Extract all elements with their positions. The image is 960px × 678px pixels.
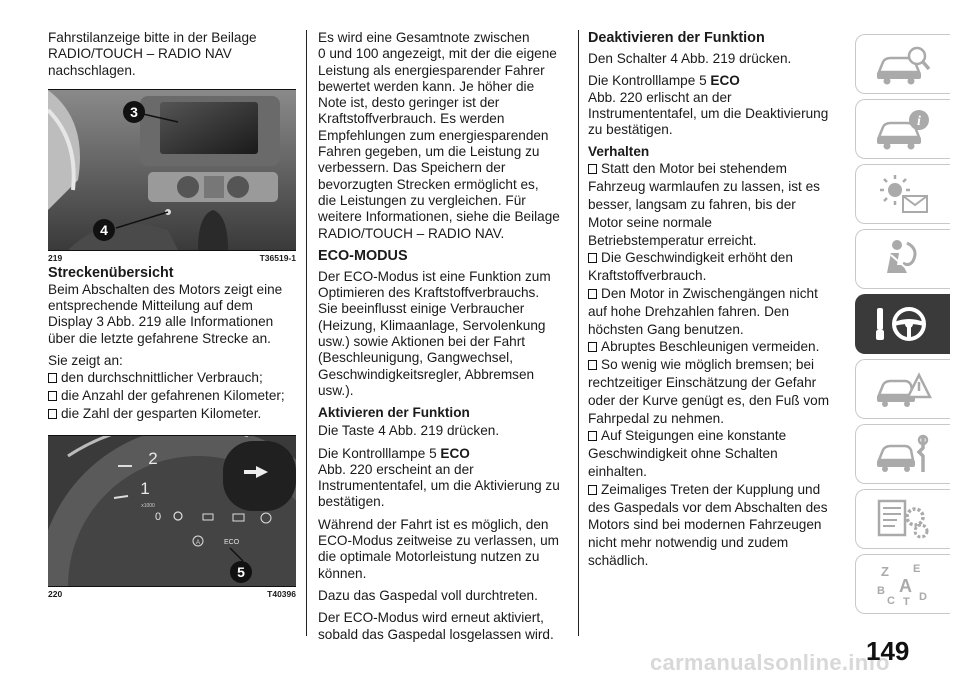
chapter-tab-emergency[interactable] — [855, 359, 950, 419]
svg-text:C: C — [887, 595, 895, 606]
svg-text:E: E — [913, 563, 921, 575]
watermark: carmanualsonline.info — [650, 650, 890, 675]
paragraph: Der ECO-Modus ist eine Funktion zum Optimieren des Kraftstoffverbrauchs. Sie beeinflusst einige Verbraucher (Heizung, Klimaanlage, Servolenkung usw.) sowie Aktionen bei der Fahrt (Beschleunigung, Gangwechsel, Geschwindigkeitsregler, Abbremsen usw.). — [318, 268, 551, 398]
callout-4-label: 4 — [100, 221, 108, 238]
chapter-tab-index[interactable] — [855, 554, 950, 614]
list-item: den durchschnittlicher Verbrauch; — [48, 369, 296, 387]
paragraph: Sie zeigt an: — [48, 353, 123, 369]
figure-number: 219 — [48, 252, 63, 263]
gauge-number-0: 0 — [154, 510, 162, 523]
paragraph: Die Kontrolllampe 5 ECO Abb. 220 erscheint an der Instrumententafel, um die Aktivierung zu bestätigen. — [318, 445, 560, 510]
paragraph: Die Kontrolllampe 5 ECO Abb. 220 erlischt an der Instrumententafel, um die Deaktivierung zu bestätigen. — [588, 73, 829, 138]
chapter-tab-dashboard[interactable] — [855, 99, 950, 159]
checkbox-bullet-icon — [588, 289, 597, 299]
svg-text:i: i — [917, 114, 921, 129]
gauge-number-2: 2 — [148, 448, 158, 468]
figure-220-caption — [48, 589, 296, 599]
eco-indicator-label: ECO — [224, 538, 240, 546]
gauge-number-1: 1 — [140, 478, 150, 498]
checkbox-bullet-icon — [48, 409, 57, 419]
gauge-scale-label: x1000 — [141, 502, 155, 509]
callout-3-label: 3 — [130, 103, 138, 120]
svg-text:A: A — [899, 576, 912, 596]
eco-lamp-label: ECO — [440, 445, 470, 461]
chapter-tab-maintenance[interactable] — [855, 424, 950, 484]
chapter-tab-starting-driving[interactable] — [855, 294, 950, 354]
checkbox-bullet-icon — [588, 485, 597, 495]
svg-text:Z: Z — [881, 564, 889, 579]
checkbox-bullet-icon — [48, 391, 57, 401]
list-item: die Zahl der gesparten Kilometer. — [48, 405, 296, 423]
svg-text:T: T — [903, 596, 910, 606]
chapter-tab-knowing-vehicle[interactable] — [855, 34, 950, 94]
checkbox-bullet-icon — [588, 342, 597, 352]
list-item: Auf Steigungen eine konstante Geschwindigkeit ohne Schalten einhalten. — [588, 428, 787, 480]
chapter-tab-safety[interactable] — [855, 229, 950, 289]
figure-bottom-rule — [48, 250, 296, 251]
column-middle — [318, 30, 566, 649]
svg-text:D: D — [919, 591, 927, 603]
chapter-tabs — [855, 34, 960, 619]
alphabet-index-icon — [873, 562, 933, 606]
figure-number: 220 — [48, 588, 63, 599]
car-service-icon — [873, 432, 933, 476]
section-heading-deaktivieren: Deaktivieren der Funktion — [588, 30, 765, 46]
figure-219-caption — [48, 253, 296, 263]
column-left — [48, 30, 296, 599]
list-item: So wenig wie möglich bremsen; bei rechtzeitiger Einschätzung der Gefahr oder der Kurve genügt es, den Fuß vom Fahrpedal zu nehmen. — [588, 357, 830, 426]
list-item: Abruptes Beschleunigen vermeiden. — [588, 338, 840, 356]
column-divider — [306, 30, 307, 636]
paragraph: Der ECO-Modus wird erneut aktiviert, sobald das Gaspedal losgelassen wird. — [318, 610, 554, 642]
eco-lamp-label: ECO — [710, 73, 740, 89]
page-number: 149 — [866, 636, 910, 666]
chapter-tab-technical-data[interactable] — [855, 489, 950, 549]
list-item: die Anzahl der gefahrenen Kilometer; — [48, 387, 296, 405]
key-steering-wheel-icon — [873, 302, 933, 346]
intro-text: Fahrstilanzeige bitte in der Beilage RADIO/TOUCH – RADIO NAV nachschlagen. — [48, 30, 257, 78]
paragraph: Während der Fahrt ist es möglich, den ECO-Modus zeitweise zu verlassen, um die optimale Motorleistung nutzen zu können. — [318, 516, 559, 581]
paragraph: Dazu das Gaspedal voll durchtreten. — [318, 587, 538, 603]
checkbox-bullet-icon — [588, 253, 597, 263]
paragraph: Die Taste 4 Abb. 219 drücken. — [318, 423, 500, 439]
figure-bottom-rule — [48, 586, 296, 587]
checkbox-bullet-icon — [588, 360, 597, 370]
list-item: Zeimaliges Treten der Kupplung und des Gaspedals vor dem Abschalten des Motors sind bei modernen Fahrzeugen nicht mehr notwendig und zudem schädlich. — [588, 481, 828, 569]
subheading-verhalten: Verhalten — [588, 144, 650, 160]
chapter-tab-warning-lights[interactable] — [855, 164, 950, 224]
paragraph: Den Schalter 4 Abb. 219 drücken. — [588, 51, 792, 66]
road-warning-icon — [873, 367, 933, 411]
paragraph: Es wird eine Gesamtnote zwischen 0 und 100 angezeigt, mit der die eigene Leistung als energiesparender Fahrer bewertet werden kann. Je höher die Note ist, desto geringer ist der Kraftstoffverbrauch. Es werden Empfehlungen zum energiesparenden Fahren gegeben, um die Leistung zu verbessern. Das Speichern der bevorzugten Strecken ermöglicht es, die Leistungen zu vergleichen. Für weitere Informationen, siehe die Beilage RADIO/TOUCH – RADIO NAV. — [318, 30, 560, 241]
specs-gears-icon — [873, 497, 933, 541]
list-item: Den Motor in Zwischengängen nicht auf hohe Drehzahlen fahren. Den höchsten Gang benutzen. — [588, 286, 818, 337]
figure-220-instrument-cluster — [48, 436, 296, 586]
column-divider — [578, 30, 579, 636]
figure-219-dashboard — [48, 90, 296, 250]
car-info-icon — [873, 107, 933, 151]
svg-text:B: B — [877, 585, 885, 597]
checkbox-bullet-icon — [588, 164, 597, 174]
checkbox-bullet-icon — [588, 431, 597, 441]
column-right — [588, 30, 840, 570]
svg-text:A: A — [195, 539, 201, 546]
section-heading-streckenuebersicht: Streckenübersicht — [48, 264, 174, 281]
callout-5-label: 5 — [237, 563, 245, 580]
figure-code: T40396 — [267, 588, 296, 599]
warning-lights-icon — [873, 172, 933, 216]
list-item: Statt den Motor bei stehendem Fahrzeug warmlaufen zu lassen, ist es besser, langsam zu fahren, bis der Motor seine normale Betriebstemperatur erreicht. — [588, 161, 820, 248]
section-heading-eco-modus: ECO-MODUS — [318, 247, 408, 264]
figure-code: T36519-1 — [259, 252, 296, 263]
checkbox-bullet-icon — [48, 373, 57, 383]
subheading-aktivieren: Aktivieren der Funktion — [318, 405, 470, 421]
car-magnifier-icon — [873, 42, 933, 86]
list-item: Die Geschwindigkeit erhöht den Kraftstoffverbrauch. — [588, 250, 793, 284]
paragraph: Beim Abschalten des Motors zeigt eine entsprechende Mitteilung auf dem Display 3 Abb. 219 alle Informationen über die letzte gefahrene Strecke an. — [48, 281, 283, 346]
airbag-seat-icon — [873, 237, 933, 281]
